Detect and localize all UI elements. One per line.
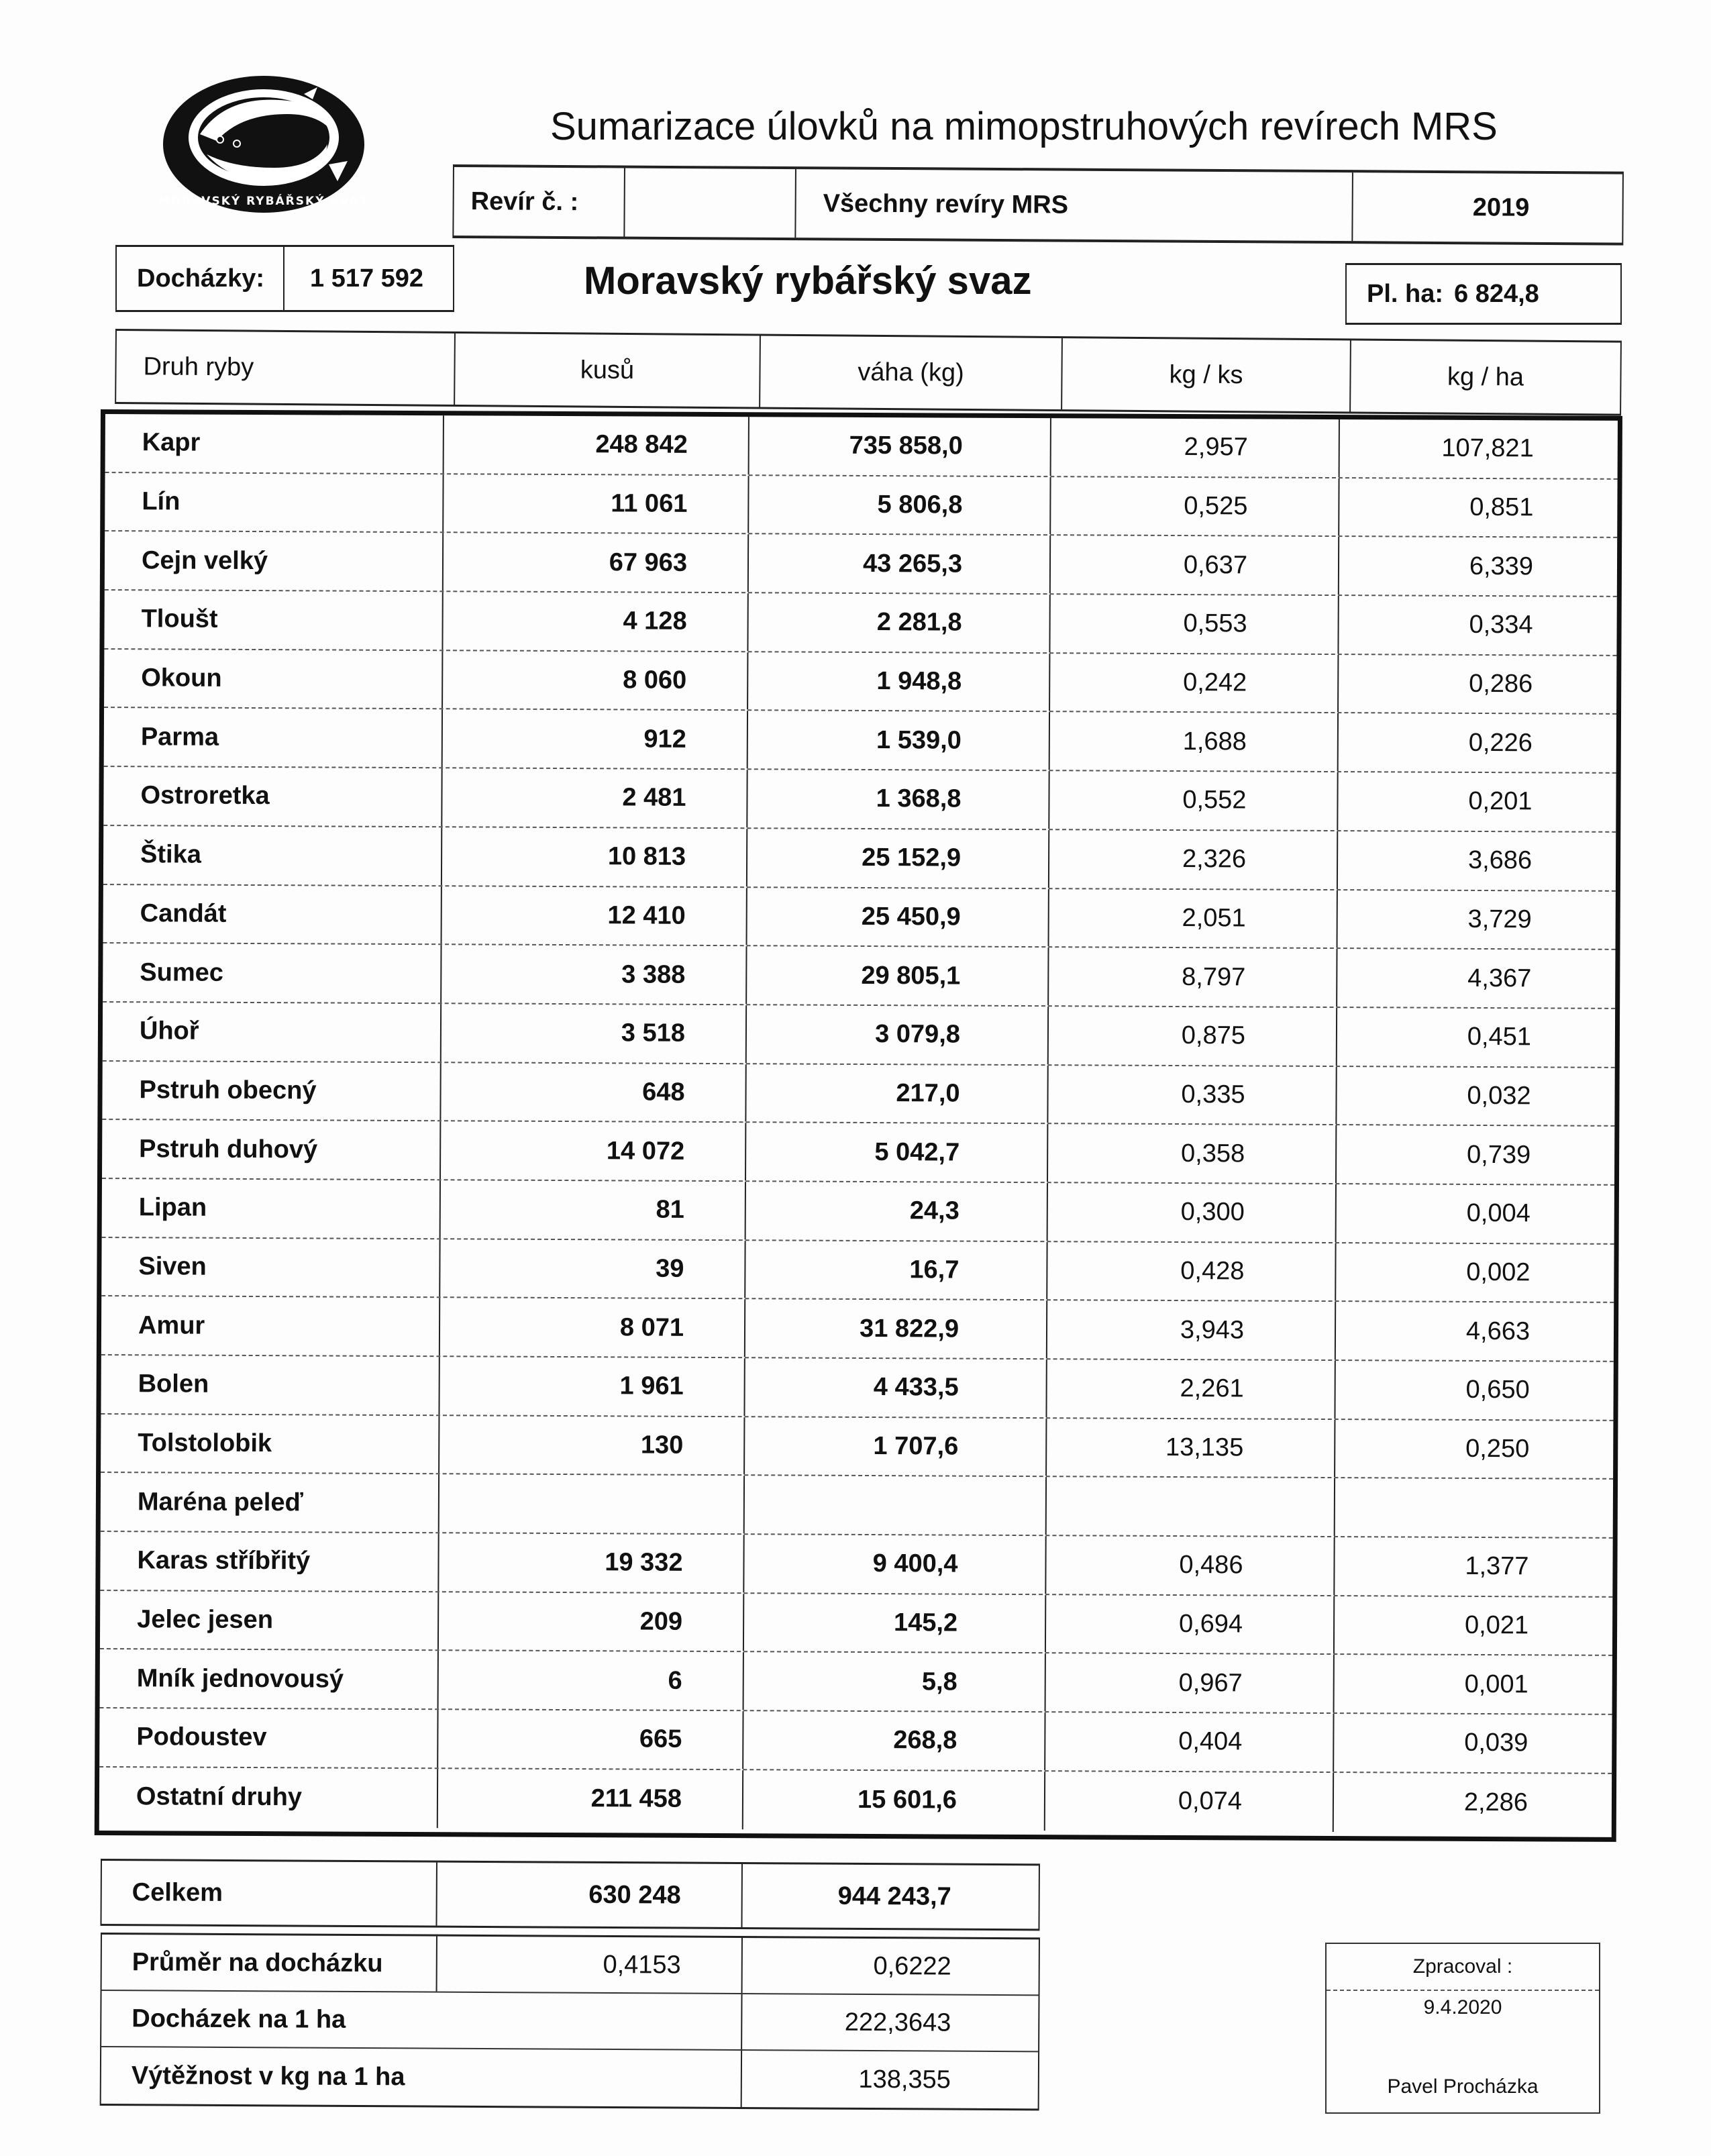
vyteznost-value: 138,355	[858, 2065, 951, 2094]
fish-name: Siven	[101, 1238, 440, 1297]
kg-per-piece: 0,486	[1046, 1536, 1335, 1595]
fish-name: Tolstolobik	[101, 1415, 439, 1474]
weight: 24,3	[746, 1182, 1048, 1241]
kg-per-piece: 0,967	[1046, 1654, 1335, 1713]
prumer-label: Průměr na docházku	[102, 1935, 437, 1992]
table-row	[102, 1062, 1614, 1127]
count: 67 963	[444, 533, 749, 593]
table-row	[104, 650, 1616, 715]
total-count: 630 248	[437, 1863, 742, 1927]
prumer-count: 0,4153	[437, 1937, 743, 1993]
col-kusu: kusů	[455, 333, 761, 407]
count: 1 961	[439, 1357, 745, 1416]
table-column-header	[115, 329, 1622, 416]
kg-per-piece: 2,957	[1051, 418, 1340, 477]
weight: 735 858,0	[749, 417, 1051, 476]
table-row	[101, 1473, 1613, 1539]
table-row	[100, 1532, 1612, 1598]
processed-by-box	[1325, 1943, 1600, 2114]
dochazky-label: Docházky:	[117, 247, 284, 310]
fish-name: Bolen	[101, 1355, 439, 1415]
kg-per-piece: 13,135	[1047, 1419, 1335, 1478]
weight: 2 281,8	[748, 593, 1050, 652]
table-row	[102, 1179, 1614, 1245]
table-row	[103, 1003, 1615, 1068]
kg-per-piece	[1047, 1478, 1335, 1537]
kg-per-ha: 0,250	[1465, 1434, 1530, 1464]
revir-info-box	[452, 164, 1624, 246]
fish-name: Pstruh obecný	[102, 1062, 441, 1121]
svg-text:MORAVSKÝ RYBÁŘSKÝ SVAZ: MORAVSKÝ RYBÁŘSKÝ SVAZ	[158, 195, 370, 208]
table-row	[100, 1591, 1612, 1657]
table-row	[103, 943, 1615, 1009]
fish-name: Podoustev	[99, 1708, 438, 1767]
fish-name: Pstruh duhový	[102, 1120, 441, 1179]
count: 6	[439, 1651, 744, 1710]
dochazek-ha-label: Docházek na 1 ha	[101, 1991, 742, 2049]
count: 8 071	[440, 1298, 745, 1357]
fish-name: Mník jednovousý	[100, 1649, 439, 1708]
stats-row-prumer	[102, 1935, 1039, 1996]
prumer-weight: 0,6222	[873, 1951, 951, 1981]
table-row	[101, 1355, 1613, 1421]
fish-name: Úhoř	[103, 1003, 442, 1062]
fish-name: Sumec	[103, 943, 442, 1003]
kg-per-ha: 3,729	[1467, 905, 1532, 934]
kg-per-ha: 6,339	[1469, 552, 1534, 581]
count: 912	[443, 710, 748, 769]
table-row	[103, 885, 1616, 951]
year: 2019	[1472, 193, 1530, 222]
count: 12 410	[442, 886, 747, 945]
kg-per-piece: 0,428	[1047, 1242, 1336, 1301]
weight: 5 042,7	[746, 1123, 1048, 1182]
table-row	[105, 531, 1617, 597]
fish-name: Lipan	[102, 1179, 441, 1238]
count: 10 813	[442, 827, 747, 886]
count: 665	[438, 1710, 743, 1769]
count: 8 060	[443, 651, 748, 710]
weight: 145,2	[744, 1594, 1046, 1653]
fish-name: Jelec jesen	[100, 1591, 439, 1650]
organization-name: Moravský rybářský svaz	[584, 259, 1032, 303]
kg-per-piece: 0,242	[1050, 654, 1339, 713]
kg-per-piece: 0,875	[1049, 1007, 1337, 1066]
weight: 43 265,3	[749, 535, 1051, 594]
revir-label: Revír č. :	[454, 167, 625, 237]
weight: 1 707,6	[745, 1417, 1047, 1476]
count: 209	[439, 1592, 744, 1651]
kg-per-piece: 0,553	[1050, 595, 1339, 654]
table-row	[101, 1238, 1614, 1304]
count: 14 072	[441, 1121, 746, 1180]
total-label: Celkem	[101, 1861, 437, 1926]
mrs-logo	[153, 67, 374, 221]
weight: 31 822,9	[745, 1300, 1047, 1359]
kg-per-ha: 0,851	[1469, 493, 1534, 522]
kg-per-ha: 4,367	[1467, 964, 1532, 992]
table-row	[101, 1415, 1613, 1480]
fish-name: Ostroretka	[103, 767, 442, 826]
fish-name: Maréna peleď	[101, 1473, 439, 1532]
count: 3 518	[442, 1004, 747, 1063]
kg-per-ha: 4,663	[1465, 1317, 1531, 1345]
kg-per-piece: 3,943	[1047, 1300, 1336, 1359]
weight: 16,7	[745, 1241, 1047, 1300]
weight: 29 805,1	[747, 946, 1049, 1005]
col-kg-ks: kg / ks	[1062, 338, 1351, 411]
count: 248 842	[444, 415, 749, 474]
table-row	[105, 414, 1618, 480]
count: 11 061	[444, 474, 749, 533]
total-row	[100, 1859, 1040, 1931]
kg-per-piece: 0,300	[1048, 1183, 1337, 1242]
dochazek-ha-value: 222,3643	[844, 2008, 951, 2037]
col-kg-ha: kg / ha	[1447, 362, 1524, 391]
table-row	[105, 473, 1617, 539]
count: 19 332	[439, 1533, 744, 1592]
fish-name: Cejn velký	[105, 531, 444, 591]
kg-per-ha: 0,650	[1465, 1376, 1530, 1404]
total-weight: 944 243,7	[837, 1882, 951, 1911]
kg-per-ha: 0,451	[1467, 1023, 1532, 1051]
kg-per-ha: 0,039	[1464, 1729, 1528, 1757]
dochazky-value: 1 517 592	[310, 264, 424, 293]
weight: 25 450,9	[747, 888, 1049, 947]
kg-per-piece: 2,051	[1049, 889, 1338, 948]
weight: 217,0	[746, 1064, 1048, 1123]
fish-name: Candát	[103, 885, 442, 944]
kg-per-ha: 0,001	[1464, 1670, 1528, 1699]
kg-per-piece: 0,335	[1048, 1066, 1337, 1125]
count: 211 458	[438, 1769, 743, 1829]
kg-per-piece: 1,688	[1050, 713, 1339, 772]
kg-per-ha: 0,286	[1469, 669, 1533, 699]
weight: 5,8	[744, 1653, 1046, 1712]
fish-name: Ostatní druhy	[99, 1767, 438, 1828]
document-title: Sumarizace úlovků na mimopstruhových revírech MRS	[550, 105, 1498, 148]
weight: 268,8	[743, 1711, 1045, 1770]
count: 3 388	[442, 945, 747, 1004]
col-druh: Druh ryby	[116, 331, 456, 405]
kg-per-ha: 0,739	[1466, 1140, 1531, 1169]
plocha-label: Pl. ha:	[1367, 279, 1444, 308]
weight: 9 400,4	[744, 1535, 1046, 1594]
fish-name: Tloušt	[104, 591, 443, 650]
dochazky-box	[115, 245, 454, 312]
kg-per-ha: 0,004	[1466, 1199, 1531, 1228]
table-row	[101, 1296, 1614, 1362]
kg-per-piece: 8,797	[1049, 947, 1337, 1007]
catch-table	[95, 409, 1622, 1842]
weight: 4 433,5	[745, 1358, 1047, 1417]
kg-per-piece: 0,525	[1051, 477, 1339, 536]
kg-per-piece: 2,261	[1047, 1359, 1335, 1419]
count: 81	[441, 1180, 746, 1239]
fish-name: Parma	[104, 708, 443, 767]
count: 39	[440, 1239, 745, 1298]
kg-per-piece: 0,694	[1046, 1595, 1335, 1654]
revir-name: Všechny revíry MRS	[796, 169, 1353, 241]
processed-date: 9.4.2020	[1423, 1996, 1502, 2018]
weight: 1 948,8	[748, 652, 1050, 711]
fish-name: Karas stříbřitý	[100, 1532, 439, 1591]
kg-per-piece: 0,358	[1048, 1124, 1337, 1183]
fish-name: Štika	[103, 826, 442, 885]
table-row	[99, 1708, 1612, 1774]
kg-per-piece: 0,637	[1051, 536, 1339, 595]
count: 130	[439, 1416, 745, 1475]
statistics-box	[100, 1933, 1040, 2110]
weight	[745, 1476, 1047, 1535]
table-row	[103, 767, 1616, 833]
table-row	[100, 1649, 1612, 1715]
weight: 25 152,9	[747, 829, 1049, 888]
plocha-value: 6 824,8	[1454, 279, 1539, 308]
count: 4 128	[443, 592, 748, 651]
kg-per-piece: 0,552	[1049, 771, 1338, 830]
kg-per-ha: 0,334	[1469, 611, 1533, 639]
revir-number	[625, 168, 796, 238]
table-row	[104, 708, 1616, 774]
kg-per-ha: 2,286	[1463, 1788, 1528, 1817]
weight: 1 539,0	[748, 711, 1050, 770]
table-row	[103, 826, 1616, 892]
weight: 15 601,6	[743, 1770, 1045, 1831]
stats-row-dochazek-ha	[101, 1991, 1038, 2052]
table-row	[99, 1767, 1612, 1833]
stats-row-vyteznost	[101, 2047, 1038, 2108]
kg-per-ha	[1335, 1478, 1613, 1537]
fish-name: Amur	[101, 1296, 440, 1355]
kg-per-ha: 0,226	[1468, 728, 1533, 758]
kg-per-ha: 0,021	[1464, 1610, 1529, 1640]
kg-per-piece: 2,326	[1049, 830, 1338, 889]
kg-per-piece: 0,404	[1045, 1712, 1334, 1772]
count: 648	[441, 1063, 746, 1122]
col-vaha: váha (kg)	[760, 336, 1063, 410]
vyteznost-label: Výtěžnost v kg na 1 ha	[101, 2047, 742, 2107]
kg-per-ha: 3,686	[1467, 846, 1533, 875]
kg-per-ha: 0,201	[1468, 787, 1533, 816]
count: 2 481	[442, 768, 747, 827]
author-name: Pavel Procházka	[1387, 2075, 1539, 2098]
kg-per-ha: 1,377	[1465, 1552, 1529, 1581]
zpracoval-label: Zpracoval :	[1327, 1944, 1599, 1991]
weight: 5 806,8	[749, 476, 1051, 535]
fish-name: Kapr	[105, 414, 444, 473]
kg-per-ha: 0,032	[1467, 1081, 1531, 1111]
weight: 1 368,8	[747, 770, 1049, 829]
fish-name: Okoun	[104, 650, 443, 709]
table-row	[102, 1120, 1614, 1186]
table-row	[104, 591, 1616, 656]
fish-name: Lín	[105, 473, 444, 532]
kg-per-ha: 107,821	[1441, 434, 1534, 463]
weight: 3 079,8	[747, 1005, 1049, 1064]
kg-per-ha: 0,002	[1466, 1257, 1531, 1287]
kg-per-piece: 0,074	[1045, 1772, 1334, 1832]
fish-emblem-icon	[153, 67, 374, 221]
count	[439, 1475, 745, 1534]
plocha-box	[1345, 263, 1622, 325]
